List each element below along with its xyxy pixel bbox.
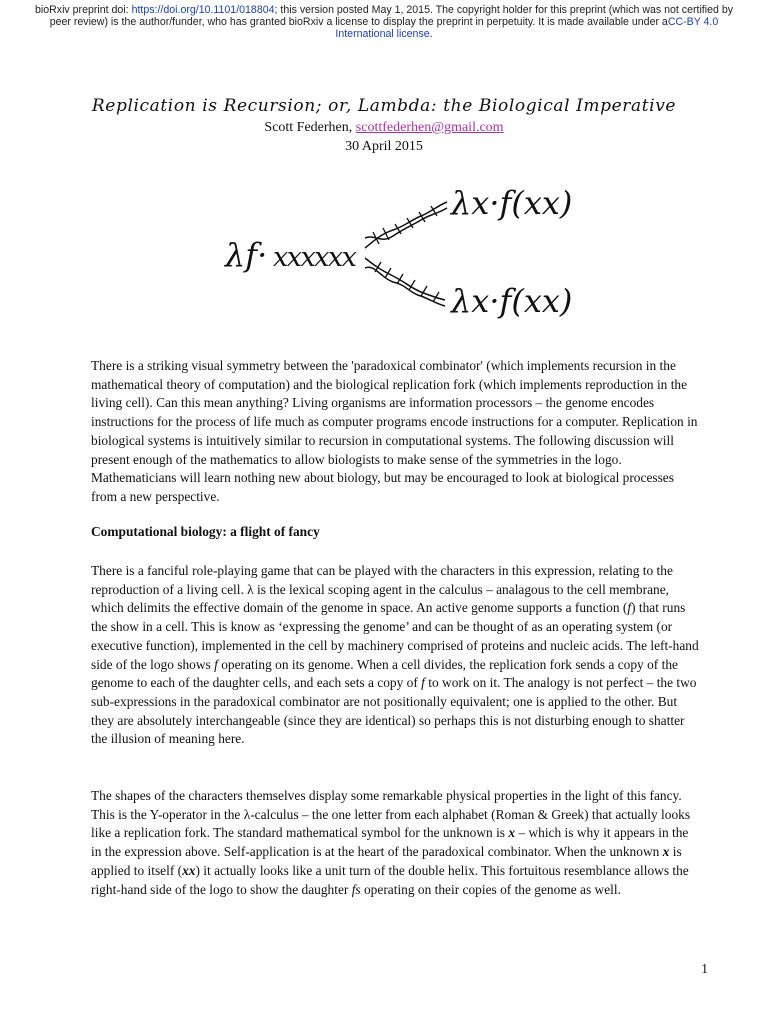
author-line xyxy=(60,120,708,136)
p2-text-2: ) that runs the show in a cell. This is know as ‘expressing the genome’ and can be thought of as an operating system (or executive function), implemented in the cell by machinery comprised of proteins and nucleic acids. The left-hand side of the logo shows xyxy=(91,600,699,672)
p2-symbol-f-1: f xyxy=(627,600,632,616)
p3-text-4: ) it actually looks like a unit turn of the double helix. This fortuitous resemblance allows the right-hand side of the logo to show the daughter xyxy=(91,862,689,897)
p3-symbol-x-2: x xyxy=(662,844,670,860)
p3-symbol-x-1: x xyxy=(508,825,516,841)
section-heading: Computational biology: a flight of fancy xyxy=(91,524,320,539)
p3-text-3: is applied to itself ( xyxy=(91,844,682,878)
license-link[interactable]: CC-BY 4.0 International license xyxy=(335,16,719,40)
notice-middle: ; this version posted May 1, 2015. The copyright holder for this preprint (which was not certified by peer review) is the author/funder, who has granted bioRxiv a license to display the preprint in perpetuity. It is made available under a xyxy=(49,4,734,28)
body-paragraph-2 xyxy=(91,562,701,749)
page-number: 1 xyxy=(701,961,708,976)
logo-bottom-expression: λx·f(xx) xyxy=(451,282,573,320)
p2-text-3: operating on its genome. When a cell divides, the replication fork sends a copy of the genome to each of the daughter cells, and each sets a copy of xyxy=(91,656,678,691)
logo-left-expression: λf· xyxy=(225,236,268,274)
p3-text-5: operating on their copies of the genome as well. xyxy=(360,881,621,897)
paper-title: Replication is Recursion; or, Lambda: the Biological Imperative xyxy=(91,96,677,116)
preprint-notice xyxy=(30,4,738,40)
logo-strand: xxxxxx xyxy=(273,242,356,273)
doi-link[interactable]: https://doi.org/10.1101/018804 xyxy=(131,4,275,16)
replication-fork-icon xyxy=(365,202,447,306)
p3-text-1: The shapes of the characters themselves display some remarkable physical properties in the light of this fancy. This is the Y-operator in the λ-calculus – the one letter from each alphabet (Roman & Greek) that actually looks like a replication fork. The standard mathematical symbol for the unknown is xyxy=(91,788,691,841)
intro-paragraph: There is a striking visual symmetry between the 'paradoxical combinator' (which implements recursion in the mathematical theory of computation) and the biological replication fork (which implements reproduction in the living cell). Can this mean anything? Living organisms are information processors – the genome encodes instructions for the process of life much as computer programs encode instructions for a computer. Replication in biological systems is intuitively similar to recursion in computational systems. The following discussion will present enough of the mathematics to allow biologists to make sense of the symmetries in the logo. Mathematicians will learn nothing new about biology, but may be encouraged to look at biological processes from a new perspective. xyxy=(91,358,698,504)
notice-prefix: bioRxiv preprint doi: xyxy=(34,4,132,16)
logo-top-expression: λx·f(xx) xyxy=(451,184,573,222)
p2-text-1: There is a fanciful role-playing game that can be played with the characters in this expression, relating to the reproduction of a living cell. λ is the lexical scoping agent in the calculus – analagous to the cell membrane, which delimits the effective domain of the genome in space. An active genome supports a function ( xyxy=(91,563,673,616)
lambda-logo xyxy=(215,170,575,335)
p3-text-2: – which is why it appears in the in the expression above. Self-application is at the heart of the paradoxical combinator. When the unknown xyxy=(91,825,689,860)
body-paragraph-3 xyxy=(91,787,701,899)
p3-symbol-xx: xx xyxy=(182,862,196,878)
notice-suffix: . xyxy=(429,28,433,40)
p3-symbol-fs: fs xyxy=(351,881,361,897)
p2-symbol-f-3: f xyxy=(421,675,425,691)
author-email-link[interactable]: scottfederhen@gmail.com xyxy=(355,120,504,135)
author-name: Scott Federhen, xyxy=(264,120,356,135)
p2-symbol-f-2: f xyxy=(214,656,218,672)
paper-date: 30 April 2015 xyxy=(345,139,423,154)
p2-text-4: to work on it. The analogy is not perfect – the two sub-expressions in the paradoxical combinator are not positionally equivalent; one is applied to the other. But they are absolutely interchangeable (since they are identical) so perhaps this is not disturbing enough to shatter the illusion of meaning here. xyxy=(91,675,697,747)
